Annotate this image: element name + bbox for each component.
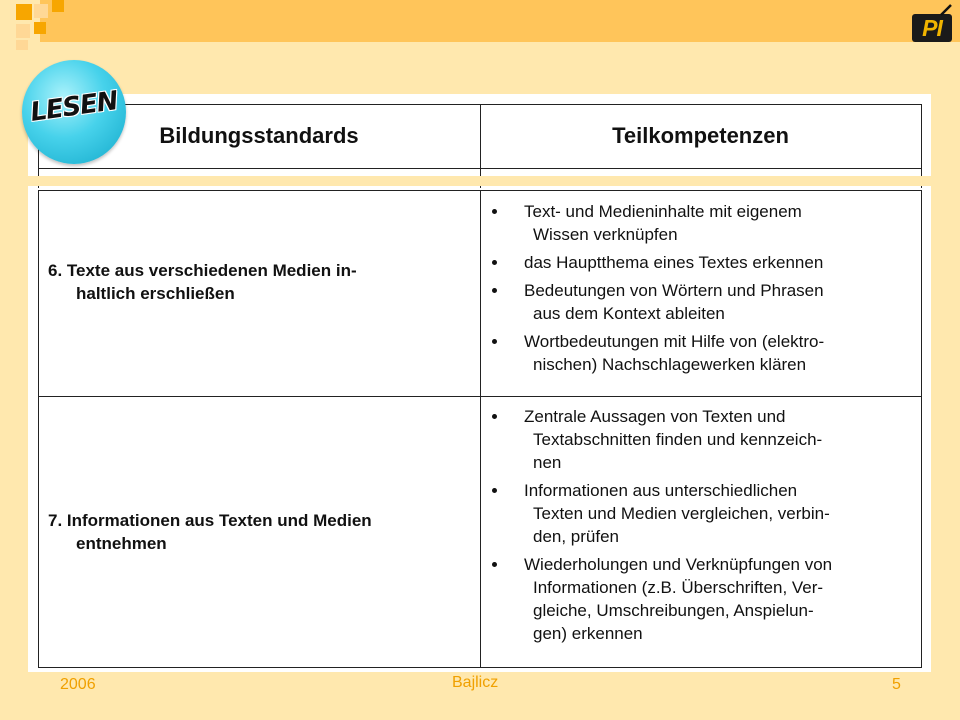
checkmark-icon	[940, 4, 952, 16]
list-item: Informationen aus unterschiedlichen Texten und Medien vergleichen, verbin- den, prüfen	[486, 479, 918, 548]
table-border	[921, 190, 922, 668]
competency-list-7	[486, 405, 918, 650]
bullet-icon	[492, 260, 497, 265]
deco-square	[16, 24, 30, 38]
badge-label: LESEN	[28, 86, 120, 128]
list-item: Wiederholungen und Verknüpfungen von Informationen (z.B. Überschriften, Ver- gleiche, Umschreibungen, Anspielun- gen) erkennen	[486, 553, 918, 645]
competency-list-6	[486, 200, 918, 381]
bullet-icon	[492, 488, 497, 493]
list-item: Zentrale Aussagen von Texten und Textabschnitten finden und kennzeich- nen	[486, 405, 918, 474]
logo-text: PI	[922, 15, 942, 41]
table-border	[480, 190, 481, 668]
list-item: das Hauptthema eines Textes erkennen	[486, 251, 918, 274]
standard-7-line2: entnehmen	[76, 534, 167, 553]
bullet-icon	[492, 414, 497, 419]
footer-page-number: 5	[892, 676, 901, 693]
list-item: Text- und Medieninhalte mit eigenem Wissen verknüpfen	[486, 200, 918, 246]
pi-logo	[912, 14, 952, 42]
deco-square	[16, 40, 28, 50]
standard-7-line1: 7. Informationen aus Texten und Medien	[48, 511, 372, 530]
deco-square	[34, 22, 46, 34]
lesen-badge	[22, 60, 126, 164]
bullet-icon	[492, 339, 497, 344]
list-item: Wortbedeutungen mit Hilfe von (elektro- nischen) Nachschlagewerken klären	[486, 330, 918, 376]
footer-author: Bajlicz	[452, 674, 499, 691]
deco-square	[16, 4, 32, 20]
table-gap	[28, 176, 931, 186]
standard-6	[48, 259, 468, 305]
footer-year: 2006	[60, 676, 96, 693]
top-banner	[40, 0, 960, 42]
bullet-icon	[492, 562, 497, 567]
bullet-icon	[492, 288, 497, 293]
header-bildungsstandards: Bildungsstandards	[159, 123, 359, 148]
header-teilkompetenzen: Teilkompetenzen	[612, 123, 789, 148]
standard-7	[48, 509, 468, 555]
deco-square	[52, 0, 64, 12]
bullet-icon	[492, 209, 497, 214]
standard-6-line1: 6. Texte aus verschiedenen Medien in-	[48, 261, 357, 280]
deco-square	[34, 4, 48, 18]
standard-6-line2: haltlich erschließen	[76, 284, 235, 303]
table-border	[38, 190, 39, 668]
list-item: Bedeutungen von Wörtern und Phrasen aus dem Kontext ableiten	[486, 279, 918, 325]
